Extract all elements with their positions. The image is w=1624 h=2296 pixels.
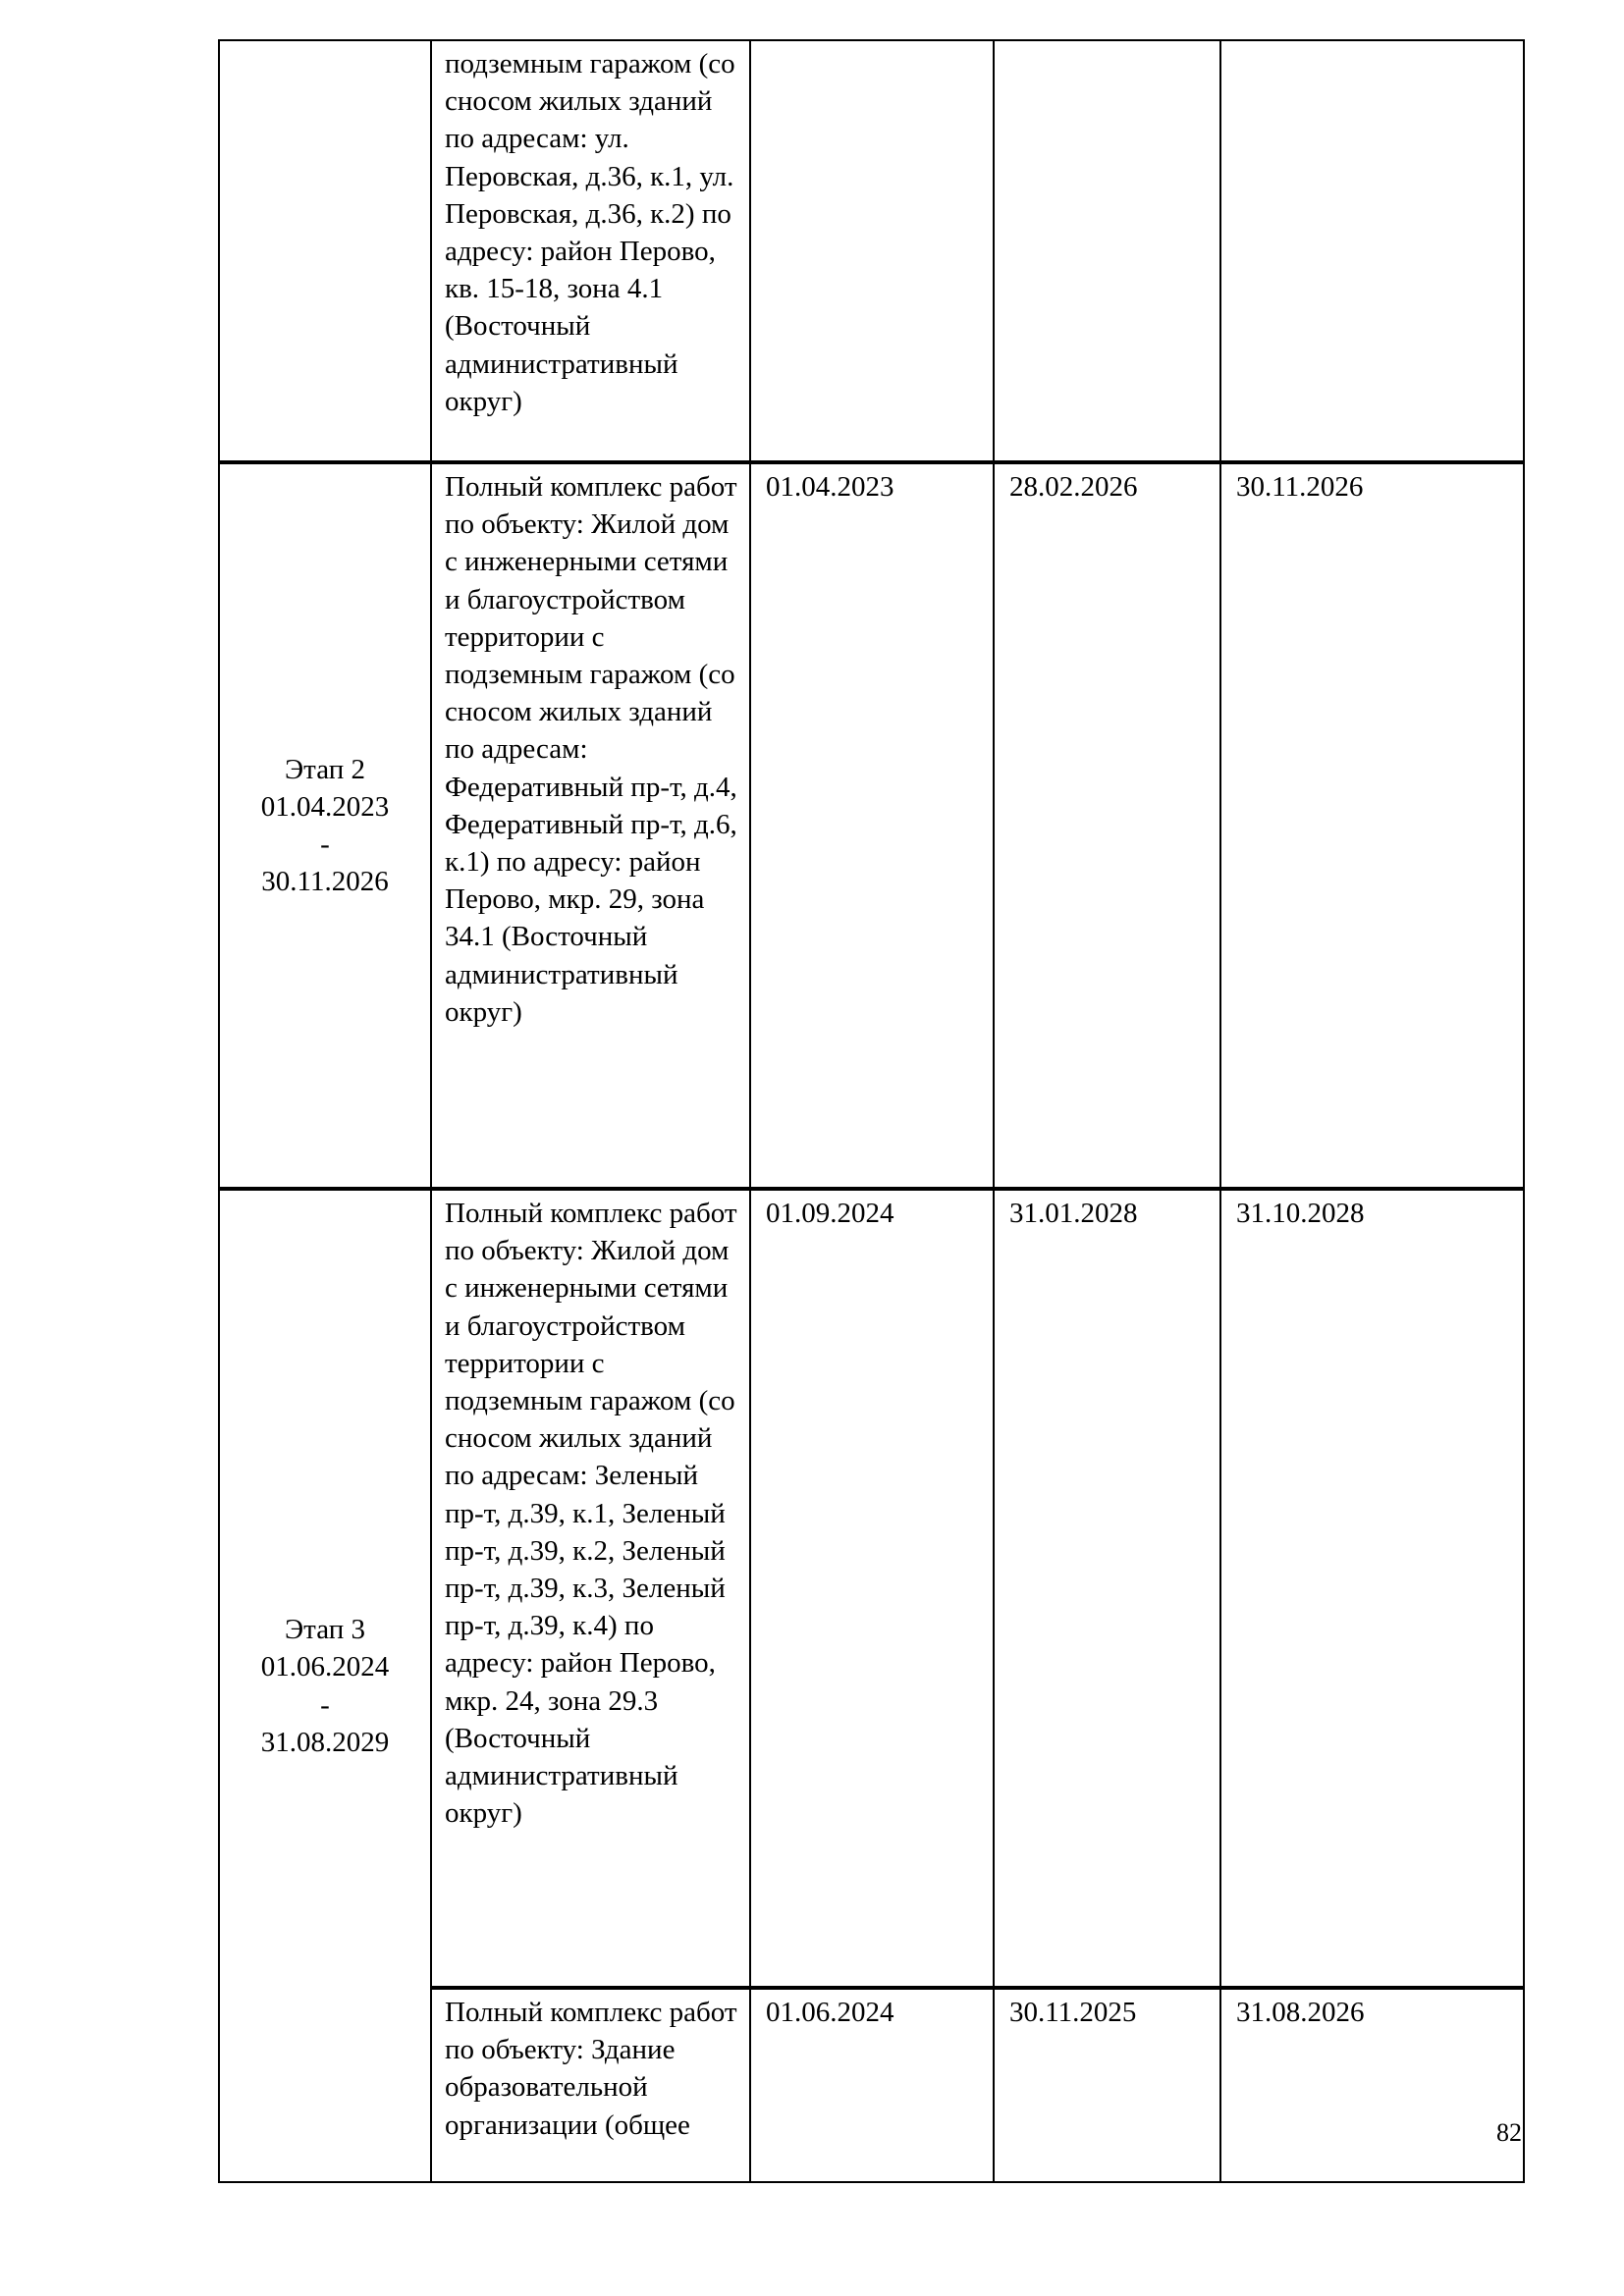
start-date-cell (750, 40, 994, 462)
description-text: Полный комплекс работ по объекту: Жилой дом с инженерными сетями и благоустройством территории с подземным гаражом (со сносом жилых зданий по адресам: Зеленый пр-т, д.39, к.1, Зеленый пр-т, д.39, к.2, Зеленый пр-т, д.39, к.3, Зеленый пр-т, д.39, к.4) по адресу: район Перово, мкр. 24, зона 29.3 (Восточный административный округ) (445, 1198, 737, 1830)
description-cell (431, 1988, 750, 2182)
end-date: 31.10.2028 (1236, 1198, 1365, 1229)
page-number: 82 (1496, 2118, 1522, 2147)
mid-date: 30.11.2025 (1009, 1997, 1137, 2028)
stage-title: Этап 3 (285, 1614, 365, 1646)
mid-date-cell (994, 1988, 1220, 2182)
stage-separator: - (320, 1688, 330, 1721)
mid-date-cell (994, 462, 1220, 1189)
stage-title: Этап 2 (285, 753, 365, 785)
end-date-cell (1220, 40, 1524, 462)
table-row (219, 1189, 1524, 1988)
stage-separator: - (320, 828, 330, 860)
end-date-cell (1220, 462, 1524, 1189)
stage-start: 01.06.2024 (260, 1651, 390, 1683)
stage-cell-empty (219, 40, 431, 462)
end-date: 30.11.2026 (1236, 471, 1364, 503)
start-date: 01.09.2024 (766, 1198, 894, 1229)
table-row (219, 462, 1524, 1189)
start-date-cell (750, 462, 994, 1189)
description-cell (431, 40, 750, 462)
description-cell (431, 462, 750, 1189)
mid-date: 31.01.2028 (1009, 1198, 1138, 1229)
mid-date-cell (994, 1189, 1220, 1988)
end-date-cell (1220, 1988, 1524, 2182)
mid-date: 28.02.2026 (1009, 471, 1138, 503)
stage-end: 30.11.2026 (261, 866, 389, 898)
stage-cell (219, 462, 431, 1189)
stage-start: 01.04.2023 (260, 790, 390, 823)
description-text: подземным гаражом (со сносом жилых зданий по адресам: ул. Перовская, д.36, к.1, ул. Перовская, д.36, к.2) по адресу: район Перово, кв. 15-18, зона 4.1 (Восточный административный округ) (445, 48, 735, 417)
end-date-cell (1220, 1189, 1524, 1988)
stage-end: 31.08.2029 (260, 1726, 390, 1758)
description-cell (431, 1189, 750, 1988)
start-date-cell (750, 1189, 994, 1988)
schedule-table (218, 39, 1525, 2183)
description-text: Полный комплекс работ по объекту: Жилой дом с инженерными сетями и благоустройством территории с подземным гаражом (со сносом жилых зданий по адресам: Федеративный пр-т, д.4, Федеративный пр-т, д.6, к.1) по адресу: район Перово, мкр. 29, зона 34.1 (Восточный административный округ) (445, 471, 737, 1028)
mid-date-cell (994, 40, 1220, 462)
start-date: 01.06.2024 (766, 1997, 894, 2028)
stage-cell (219, 1189, 431, 2182)
start-date: 01.04.2023 (766, 471, 894, 503)
description-text: Полный комплекс работ по объекту: Здание образовательной организации (общее (445, 1997, 737, 2141)
start-date-cell (750, 1988, 994, 2182)
table-row (219, 40, 1524, 462)
end-date: 31.08.2026 (1236, 1997, 1365, 2028)
